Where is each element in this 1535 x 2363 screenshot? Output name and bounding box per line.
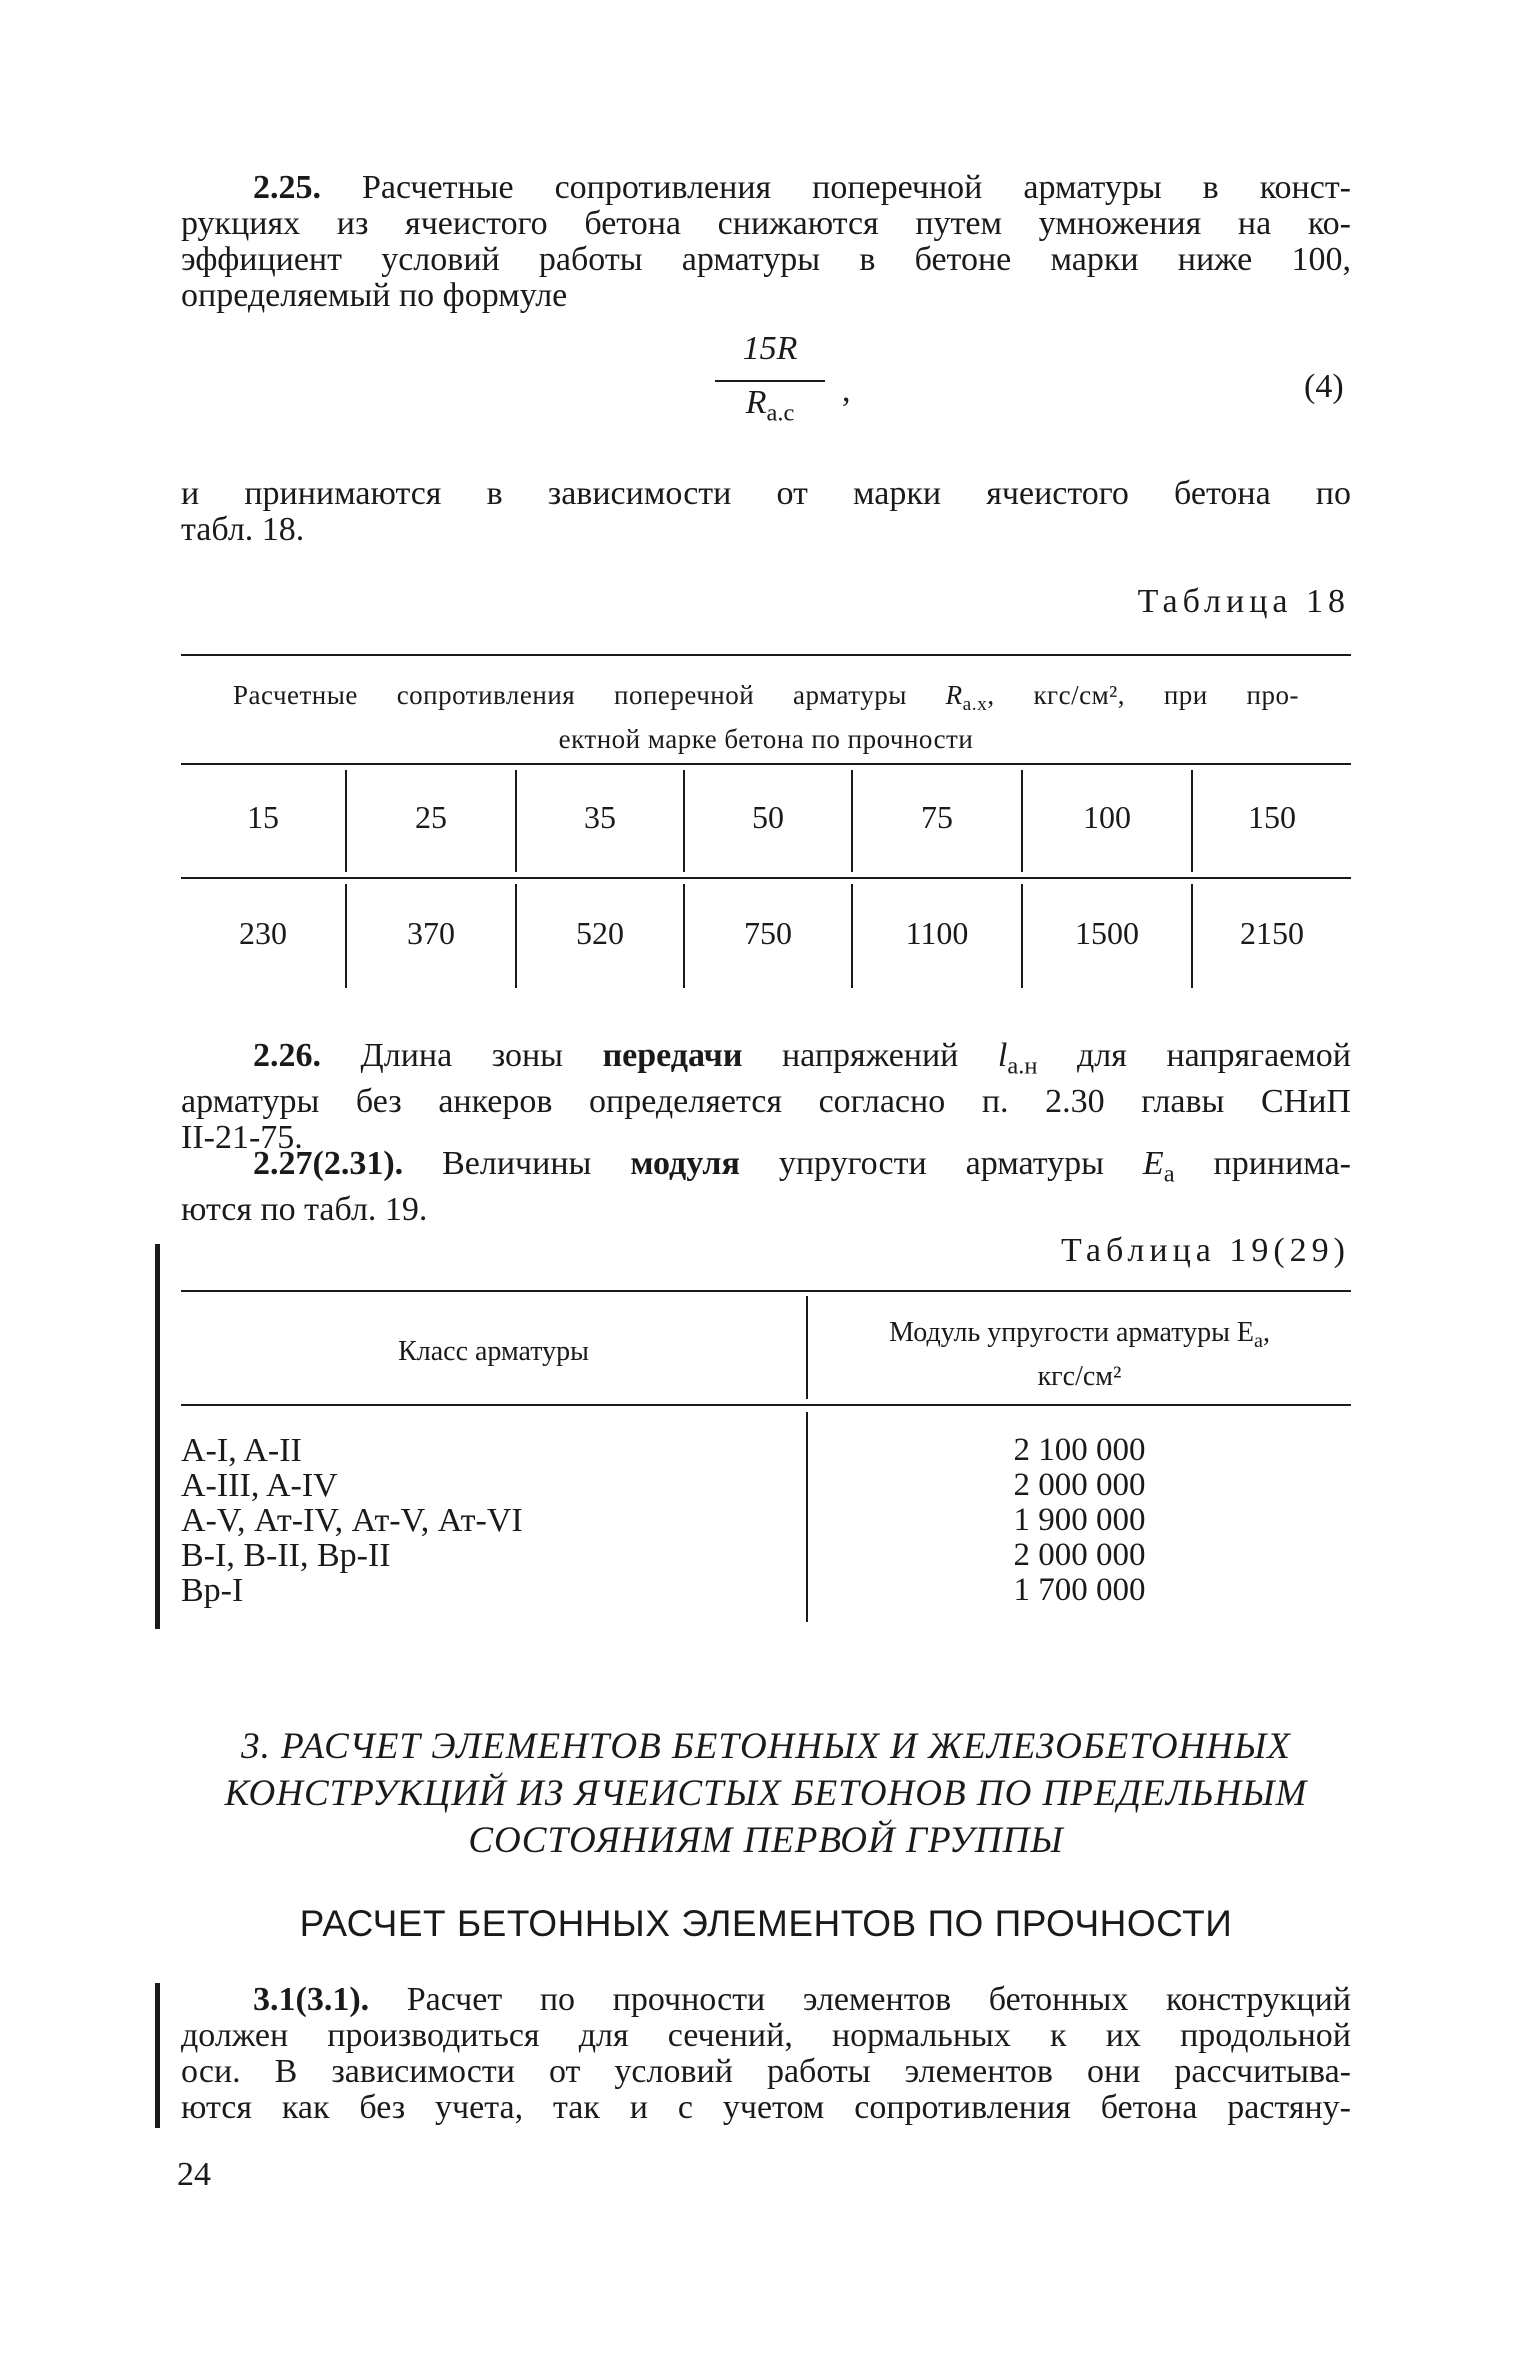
table-row-value: 1 700 000 — [1013, 1572, 1146, 1608]
revision-bar — [155, 1244, 160, 1629]
table-row-class: A-V, Ат-IV, Ат-V, Ат-VI — [181, 1502, 523, 1539]
table-cell-value: 750 — [744, 915, 792, 951]
paragraph-3-1: 3.1(3.1). Расчет по прочности элементов бетонных конструкций должен производиться для сечений, нормальных к их продольной оси. В зависимости от условий работы элементов они рассчитыва- ются как без учета, так и с учетом сопротивления бетона растяну- — [181, 1981, 1351, 2126]
table-19-caption: Таблица 19(29) — [1060, 1232, 1350, 1269]
formula-denominator: R — [745, 384, 767, 421]
table-row-class: Вр-I — [181, 1572, 244, 1609]
text-line: рукциях из ячеистого бетона снижаются путем умножения на ко- — [181, 205, 1351, 242]
table-row-class: A-I, A-II — [181, 1432, 302, 1469]
text-line: табл. 18. — [181, 511, 305, 548]
formula-denominator-sub: а.с — [766, 399, 795, 427]
revision-bar — [155, 1983, 160, 2128]
text-line: арматуры без анкеров определяется согласно п. 2.30 главы СНиП — [181, 1083, 1351, 1121]
table-cell-value: 370 — [407, 915, 455, 951]
text-line: определяемый по формуле — [181, 277, 568, 314]
text-line: Расчетные сопротивления поперечной арматуры в конст- — [321, 169, 1351, 206]
table-cell-grade: 50 — [752, 799, 784, 835]
text-line: ются как без учета, так и с учетом сопротивления бетона растяну- — [181, 2089, 1351, 2126]
formula-number: (4) — [1304, 368, 1344, 405]
text-line: II-21-75. — [181, 1119, 303, 1157]
section-number: 2.25. — [253, 169, 321, 206]
formula-comma: , — [842, 372, 851, 409]
table-row-value: 2 100 000 — [1013, 1432, 1146, 1468]
table-row-class: A-III, A-IV — [181, 1467, 338, 1504]
paragraph-2-25-cont — [181, 476, 1351, 548]
table-row-value: 2 000 000 — [1013, 1467, 1146, 1503]
table-cell-value: 520 — [576, 915, 624, 951]
table-19-values — [808, 1433, 1351, 1608]
table-cell-grade: 75 — [921, 799, 953, 835]
paragraph-2-25 — [181, 170, 1351, 314]
table-cell-grade: 100 — [1083, 799, 1131, 835]
formula-numerator: 15R — [742, 330, 798, 367]
paragraph-2-26: 2.26. Длина зоны передачи напряжений $l_{а.н}$ для напрягаемой арматуры без анкеров определяется согласно п. 2.30 главы СНиП II-21-75. — [181, 1037, 1351, 1157]
section-subtitle: РАСЧЕТ БЕТОННЫХ ЭЛЕМЕНТОВ ПО ПРОЧНОСТИ — [299, 1903, 1233, 1944]
table-19-classes — [181, 1433, 523, 1608]
table-cell-grade: 150 — [1248, 799, 1296, 835]
table-18-caption: Таблица 18 — [1137, 583, 1350, 620]
table-19-col2-header: Модуль упругости арматуры $E_а$, кгс/см² — [889, 1317, 1270, 1393]
formula-4 — [715, 330, 825, 427]
table-18-header: Расчетные сопротивления поперечной арматуры $R_{а.х}$, кгс/см², при про- ектной марке бетона по прочности — [233, 680, 1299, 754]
text-line: оси. В зависимости от условий работы элементов они рассчитыва- — [181, 2053, 1351, 2090]
table-row-class: B-I, B-II, Вр-II — [181, 1537, 391, 1574]
text-line: эффициент условий работы арматуры в бетоне марки ниже 100, — [181, 241, 1351, 278]
page-number: 24 — [177, 2156, 211, 2193]
table-cell-value: 2150 — [1240, 915, 1304, 951]
table-cell-grade: 35 — [584, 799, 616, 835]
fraction-bar — [715, 380, 825, 382]
table-cell-grade: 15 — [247, 799, 279, 835]
section-number: 2.26. — [253, 1037, 321, 1074]
paragraph-2-27: 2.27(2.31). Величины модуля упругости арматуры $E_а$ принима- ются по табл. 19. — [181, 1145, 1351, 1229]
text-line: ются по табл. 19. — [181, 1191, 428, 1229]
section-number: 2.27(2.31). — [253, 1145, 404, 1182]
section-number: 3.1(3.1). — [253, 1981, 370, 2018]
table-19-col1-header: Класс арматуры — [398, 1336, 589, 1367]
table-cell-value: 1500 — [1075, 915, 1139, 951]
chapter-3-title: 3. РАСЧЕТ ЭЛЕМЕНТОВ БЕТОННЫХ И ЖЕЛЕЗОБЕТОННЫХ КОНСТРУКЦИЙ ИЗ ЯЧЕИСТЫХ БЕТОНОВ ПО ПРЕДЕЛЬНЫМ СОСТОЯНИЯМ ПЕРВОЙ ГРУППЫ — [224, 1726, 1308, 1861]
table-row-value: 2 000 000 — [1013, 1537, 1146, 1573]
table-cell-value: 1100 — [905, 915, 969, 951]
text-line: и принимаются в зависимости от марки ячеистого бетона по — [181, 475, 1351, 512]
text-line: должен производиться для сечений, нормальных к их продольной — [181, 2017, 1351, 2054]
table-cell-grade: 25 — [415, 799, 447, 835]
table-row-value: 1 900 000 — [1013, 1502, 1146, 1538]
table-cell-value: 230 — [239, 915, 287, 951]
